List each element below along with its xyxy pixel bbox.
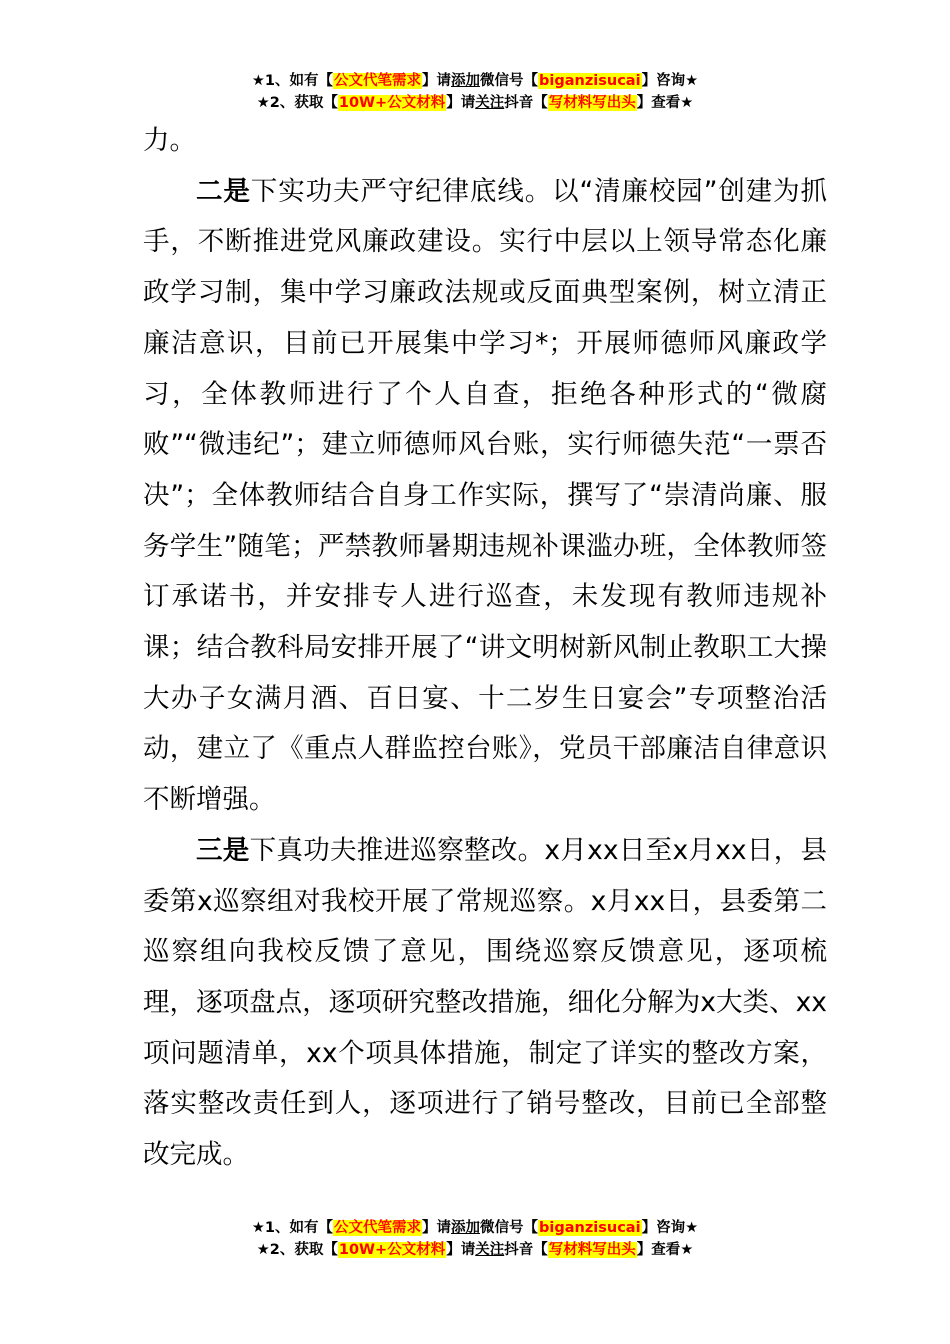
paragraph-discipline-lead: 二是 bbox=[196, 175, 251, 207]
header-line-2-text: 】请 bbox=[446, 95, 476, 111]
paragraph-inspection-lead: 三是 bbox=[196, 834, 250, 866]
footer-banner bbox=[0, 1217, 950, 1261]
paragraph-inspection-text: 下真功夫推进巡察整改。x月xx日至x月xx日，县委第x巡察组对我校开展了常规巡察。x月xx日，县委第二巡察组向我校反馈了意见，围绕巡察反馈意见，逐项梳理，逐项盘点，逐项研究整改措施，细化分解为x大类、xx项问题清单，xx个项具体措施，制定了详实的整改方案，落实整改责任到人，逐项进行了销号整改，目前已全部整改完成。 bbox=[143, 834, 827, 1171]
footer-line-1-prefix: ★1、如有【 bbox=[251, 1220, 334, 1236]
paragraph-discipline bbox=[143, 167, 827, 826]
paragraph-inspection bbox=[143, 826, 827, 1181]
header-highlight-materials: 10W+公文材料 bbox=[338, 95, 446, 111]
footer-highlight-materials: 10W+公文材料 bbox=[338, 1242, 446, 1258]
footer-line-1-text: 】请 bbox=[422, 1220, 452, 1236]
footer-line-1-emphasis: 添加 bbox=[451, 1220, 481, 1236]
footer-highlight-ghostwriting: 公文代笔需求 bbox=[334, 1220, 422, 1236]
header-line-1-text: 】请 bbox=[422, 73, 452, 89]
header-highlight-ghostwriting: 公文代笔需求 bbox=[334, 73, 422, 89]
header-line-2-suffix: 】查看★ bbox=[636, 95, 694, 111]
header-highlight-wechat-id: biganzisucai bbox=[539, 73, 641, 89]
header-highlight-douyin-account: 写材料写出头 bbox=[548, 95, 636, 111]
header-line-2-prefix: ★2、获取【 bbox=[256, 95, 338, 111]
header-line-2 bbox=[0, 92, 950, 114]
header-line-1 bbox=[0, 70, 950, 92]
footer-highlight-wechat-id: biganzisucai bbox=[539, 1220, 641, 1236]
footer-line-1 bbox=[0, 1217, 950, 1239]
footer-line-2-text: 】请 bbox=[446, 1242, 476, 1258]
header-line-1-suffix: 】咨询★ bbox=[641, 73, 699, 89]
paragraph-discipline-text: 下实功夫严守纪律底线。以“清廉校园”创建为抓手，不断推进党风廉政建设。实行中层以上领导常态化廉政学习制，集中学习廉政法规或反面典型案例，树立清正廉洁意识，目前已开展集中学习*；开展师德师风廉政学习，全体教师进行了个人自查，拒绝各种形式的“微腐败”“微违纪”；建立师德师风台账，实行师德失范“一票否决”；全体教师结合自身工作实际，撰写了“崇清尚廉、服务学生”随笔；严禁教师暑期违规补课滥办班，全体教师签订承诺书，并安排专人进行巡查，未发现有教师违规补课；结合教科局安排开展了“讲文明树新风制止教职工大操大办子女满月酒、百日宴、十二岁生日宴会”专项整治活动，建立了《重点人群监控台账》，党员干部廉洁自律意识不断增强。 bbox=[143, 175, 827, 816]
header-line-1-prefix: ★1、如有【 bbox=[251, 73, 334, 89]
header-line-1-emphasis: 添加 bbox=[451, 73, 481, 89]
header-line-2-text-2: 抖音【 bbox=[504, 95, 548, 111]
footer-highlight-douyin-account: 写材料写出头 bbox=[548, 1242, 636, 1258]
footer-line-2 bbox=[0, 1239, 950, 1261]
header-banner bbox=[0, 70, 950, 114]
footer-line-2-emphasis: 关注 bbox=[475, 1242, 505, 1258]
footer-line-2-suffix: 】查看★ bbox=[636, 1242, 694, 1258]
paragraph-continuation: 力。 bbox=[143, 125, 196, 156]
footer-line-1-text-2: 微信号【 bbox=[480, 1220, 539, 1236]
footer-line-2-prefix: ★2、获取【 bbox=[256, 1242, 338, 1258]
footer-line-1-suffix: 】咨询★ bbox=[641, 1220, 699, 1236]
header-line-1-text-2: 微信号【 bbox=[480, 73, 539, 89]
header-line-2-emphasis: 关注 bbox=[475, 95, 505, 111]
footer-line-2-text-2: 抖音【 bbox=[504, 1242, 548, 1258]
document-body bbox=[143, 116, 827, 1181]
